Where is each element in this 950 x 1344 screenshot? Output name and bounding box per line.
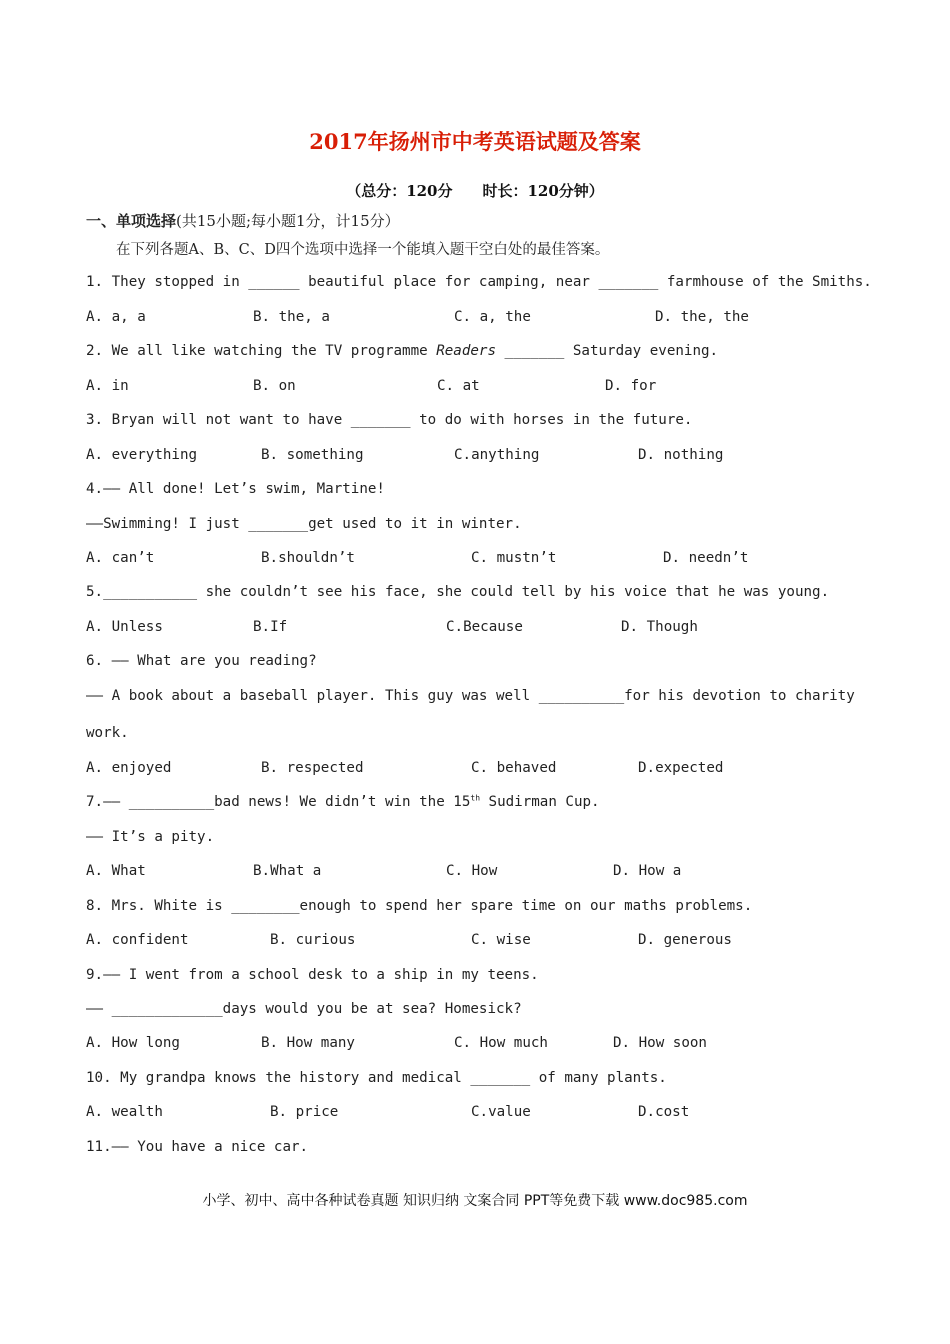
option-c: C. a, the — [454, 309, 531, 325]
question-text: 2. We all like watching the TV programme — [86, 343, 437, 359]
option-b: B.If — [253, 619, 288, 635]
section-title: 一、单项选择 — [86, 212, 177, 230]
option-b: B. the, a — [253, 309, 330, 325]
question-text: 7.—— __________bad news! We didn’t win the 15 — [86, 794, 471, 810]
option-d: D. generous — [638, 932, 732, 948]
question-6-reply: —— A book about a baseball player. This guy was well __________for his devotion to charity — [86, 688, 855, 704]
option-c: C. wise — [471, 932, 531, 948]
option-d: D. for — [605, 378, 657, 394]
duration: 时长：120分钟） — [482, 182, 604, 200]
question-1: 1. They stopped in ______ beautiful place for camping, near _______ farmhouse of the Smiths. — [86, 274, 872, 290]
question-5: 5.___________ she couldn’t see his face, she could tell by his voice that he was young. — [86, 584, 830, 600]
question-4: 4.—— All done! Let’s swim, Martine! — [86, 481, 385, 497]
option-d: D. How soon — [613, 1035, 707, 1051]
question-7-reply: —— It’s a pity. — [86, 829, 215, 845]
option-c: C. at — [437, 378, 480, 394]
option-a: A. everything — [86, 447, 198, 463]
option-b: B. price — [270, 1104, 339, 1120]
question-6-reply-cont: work. — [86, 725, 129, 741]
question-9-reply: —— _____________days would you be at sea? Homesick? — [86, 1001, 522, 1017]
question-4-reply: ——Swimming! I just _______get used to it in winter. — [86, 516, 522, 532]
option-a: A. Unless — [86, 619, 163, 635]
question-text: Sudirman Cup. — [480, 794, 600, 810]
question-3: 3. Bryan will not want to have _______ to do with horses in the future. — [86, 412, 693, 428]
option-d: D.expected — [638, 760, 724, 776]
option-a: A. wealth — [86, 1104, 163, 1120]
option-d: D. the, the — [655, 309, 749, 325]
option-b: B.What a — [253, 863, 322, 879]
option-a: A. in — [86, 378, 129, 394]
option-b: B. curious — [270, 932, 356, 948]
programme-name: Readers — [436, 343, 497, 359]
option-c: C.Because — [446, 619, 523, 635]
question-2 — [86, 341, 718, 361]
option-c: C. mustn’t — [471, 550, 557, 566]
option-a: A. confident — [86, 932, 189, 948]
option-a: A. a, a — [86, 309, 146, 325]
option-b: B.shouldn’t — [261, 550, 355, 566]
section-note: (共15小题;每小题1分，计15分） — [176, 212, 400, 230]
question-10: 10. My grandpa knows the history and medical _______ of many plants. — [86, 1070, 667, 1086]
option-b: B. something — [261, 447, 364, 463]
option-b: B. respected — [261, 760, 364, 776]
option-c: C. How much — [454, 1035, 548, 1051]
option-c: C.value — [471, 1104, 531, 1120]
option-c: C.anything — [454, 447, 540, 463]
option-d: D. How a — [613, 863, 682, 879]
total-score: （总分：120分 — [346, 182, 453, 200]
ordinal-suffix: th — [470, 793, 481, 803]
option-a: A. can’t — [86, 550, 155, 566]
option-d: D. nothing — [638, 447, 724, 463]
question-11: 11.—— You have a nice car. — [86, 1139, 309, 1155]
question-text: _______ Saturday evening. — [496, 343, 719, 359]
option-a: A. enjoyed — [86, 760, 172, 776]
question-9: 9.—— I went from a school desk to a ship in my teens. — [86, 967, 539, 983]
option-a: A. What — [86, 863, 146, 879]
question-8: 8. Mrs. White is ________enough to spend her spare time on our maths problems. — [86, 898, 753, 914]
option-c: C. behaved — [471, 760, 557, 776]
section-heading — [86, 211, 400, 231]
question-6: 6. —— What are you reading? — [86, 653, 317, 669]
option-d: D. needn’t — [663, 550, 749, 566]
option-d: D. Though — [621, 619, 698, 635]
option-c: C. How — [446, 863, 498, 879]
page-footer: 小学、初中、高中各种试卷真题 知识归纳 文案合同 PPT等免费下载 www.doc985.com — [202, 1193, 748, 1209]
section-instruction: 在下列各题A、B、C、D四个选项中选择一个能填入题干空白处的最佳答案。 — [116, 242, 610, 258]
exam-meta — [0, 180, 950, 201]
option-a: A. How long — [86, 1035, 180, 1051]
page-title: 2017年扬州市中考英语试题及答案 — [309, 129, 641, 154]
option-b: B. on — [253, 378, 296, 394]
option-b: B. How many — [261, 1035, 355, 1051]
option-d: D.cost — [638, 1104, 690, 1120]
question-7 — [86, 792, 600, 812]
